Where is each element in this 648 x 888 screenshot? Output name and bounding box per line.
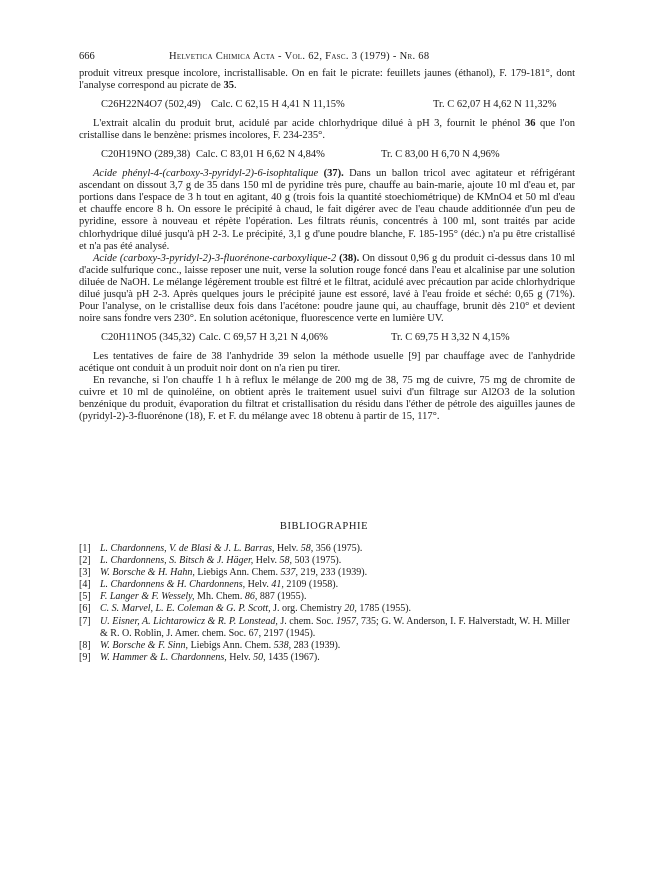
reference-pages: 1435 (1967). bbox=[265, 651, 320, 663]
reference-authors: W. Borsche & F. Sinn, bbox=[100, 639, 189, 651]
reference-authors: F. Langer & F. Wessely, bbox=[100, 591, 195, 603]
paragraph-4-text: On dissout 0,96 g du produit ci-dessus dans 10 ml d'acide sulfurique conc., laisse reposer une nuit, verse la solution rouge foncé dans l'eau et alcalinise par une solution diluée de NaOH. Le mélange légèrement trouble est filtré et le filtrat, acidulé avec précaution par acide chlorhydrique dilué jusqu'à pH 2-3. Après quelques jours le précipité jaune est essoré, lavé à l'eau froide et séché: 0,65 g (71%). Pour l'analyse, on le cristallise deux fois dans l'acétone: poudre jaune qui, au chauffage, brunit dès 210° et devient noire sans fondre vers 230°. En solution acétonique, fluorescence verte en lumière UV. bbox=[79, 252, 576, 324]
compound-38-name: Acide (carboxy-3-pyridyl-2)-3-fluorénone-carboxylique-2 bbox=[93, 252, 337, 264]
reference-item bbox=[79, 555, 575, 567]
calc-3: Calc. C 69,57 H 3,21 N 4,06% bbox=[199, 331, 328, 343]
reference-authors: W. Borsche & H. Hahn, bbox=[100, 567, 195, 579]
reference-number: [5] bbox=[79, 591, 91, 603]
reference-volume: 58, bbox=[300, 543, 314, 554]
reference-number: [7] bbox=[79, 615, 91, 627]
article-body bbox=[79, 68, 575, 423]
found-2: Tr. C 83,00 H 6,70 N 4,96% bbox=[381, 149, 500, 161]
analysis-line-1 bbox=[101, 99, 575, 111]
reference-item bbox=[79, 652, 575, 664]
reference-number: [8] bbox=[79, 639, 91, 651]
reference-pages: 283 (1939). bbox=[291, 639, 341, 651]
formula-1: C26H22N4O7 (502,49) bbox=[101, 99, 201, 111]
reference-number: [1] bbox=[79, 543, 91, 554]
bibliography-heading: BIBLIOGRAPHIE bbox=[279, 521, 369, 532]
paragraph-2-text: L'extrait alcalin du produit brut, acidulé par acide chlorhydrique dilué à pH 3, fournit le phénol bbox=[93, 118, 525, 130]
reference-pages: 887 (1955). bbox=[257, 591, 307, 603]
reference-list bbox=[79, 543, 575, 664]
reference-item bbox=[79, 603, 575, 615]
reference-item bbox=[79, 616, 575, 640]
reference-authors: C. S. Marvel, L. E. Coleman & G. P. Scott, bbox=[100, 603, 271, 615]
reference-authors: L. Chardonnens & H. Chardonnens, bbox=[100, 579, 246, 591]
reference-journal: J. org. Chemistry bbox=[270, 603, 345, 615]
reference-authors: W. Hammer & L. Chardonnens, bbox=[100, 651, 227, 663]
reference-journal: Helv. bbox=[253, 555, 280, 567]
reference-volume: 50, bbox=[253, 651, 266, 663]
reference-pages: 735; G. W. Anderson, I. F. Halverstadt, W. H. Miller & R. O. Roblin, J. Amer. chem. Soc. 67, 2197 (1945). bbox=[100, 615, 570, 639]
reference-journal: Helv. bbox=[274, 543, 301, 554]
analysis-line-2 bbox=[101, 149, 575, 161]
reference-item bbox=[79, 591, 575, 603]
calc-1: Calc. C 62,15 H 4,41 N 11,15% bbox=[211, 99, 345, 111]
analysis-line-3 bbox=[101, 332, 575, 344]
compound-ref-35: 35 bbox=[223, 80, 234, 92]
reference-journal: Mh. Chem. bbox=[194, 591, 245, 603]
reference-authors: L. Chardonnens, S. Bitsch & J. Häger, bbox=[100, 555, 254, 567]
reference-journal: J. chem. Soc. bbox=[277, 615, 336, 627]
reference-volume: 538, bbox=[273, 639, 292, 651]
reference-volume: 537, bbox=[280, 567, 298, 579]
paragraph-6: En revanche, si l'on chauffe 1 h à reflux le mélange de 200 mg de 38, 75 mg de cuivre, 75 mg de chromite de cuivre et 10 ml de quinoléine, on obtient après le traitement usuel suivi d'un filtrage sur Al2O3 de la solution benzénique du produit, évaporation du filtrat et cristallisation du résidu dans l'éther de pétrole des aiguilles jaunes de (pyridyl-2)-3-fluorénone (18), F. et F. du mélange avec 18 obtenu à partir de 15, 117°. bbox=[79, 375, 575, 423]
reference-pages: 1785 (1955). bbox=[356, 603, 412, 615]
compound-ref-37: (37). bbox=[323, 168, 344, 180]
compound-37-name: Acide phényl-4-(carboxy-3-pyridyl-2)-6-isophtalique bbox=[93, 168, 319, 180]
paragraph-2-tail: que l'on cristallise dans le benzène: prismes incolores, F. 234-235°. bbox=[79, 118, 575, 142]
reference-number: [4] bbox=[79, 579, 91, 591]
paragraph-3-text: Dans un ballon tricol avec agitateur et réfrigérant ascendant on dissout 3,7 g de 35 dans 150 ml de pyridine très pure, chauffe au bain-marie, ajoute 10 ml d'eau et, par portions dans l'espace de 3 h tout en agitant, 40 g (trois fois la quantité stoechiométrique) de KMnO4 et 50 ml d'eau et chauffe encore 8 h. On essore le précipité à chaud, le fait digérer avec de l'eau chaude additionnée d'un peu de pyridine, essore à nouveau et répète l'opération. Les filtrats réunis, concentrés à 100 ml, sont traités par acide chlorhydrique dilué jusqu'à pH 2-3. Le précipité, 3,1 g d'une poudre blanche, F. 185-195° (déc.) n'a pu être cristallisé et n'a pas été analysé. bbox=[79, 168, 576, 252]
reference-item bbox=[79, 640, 575, 652]
reference-volume: 58, bbox=[279, 555, 293, 567]
reference-volume: 20, bbox=[344, 603, 357, 615]
found-1: Tr. C 62,07 H 4,62 N 11,32% bbox=[433, 99, 557, 111]
reference-item bbox=[79, 567, 575, 579]
reference-journal: Helv. bbox=[245, 579, 272, 591]
reference-number: [3] bbox=[79, 567, 91, 579]
reference-item bbox=[79, 543, 575, 555]
reference-volume: 86, bbox=[244, 591, 258, 603]
formula-3: C20H11NO5 (345,32) bbox=[101, 331, 196, 343]
compound-ref-38: (38). bbox=[339, 252, 360, 264]
reference-journal: Helv. bbox=[226, 651, 254, 663]
paragraph-1: produit vitreux presque incolore, incristallisable. On en fait le picrate: feuillets jaunes (éthanol), F. 179-181°, dont l'analyse correspond au picrate de 35. bbox=[79, 68, 575, 92]
reference-journal: Liebigs Ann. Chem. bbox=[194, 567, 281, 579]
page-number: 666 bbox=[79, 51, 95, 62]
reference-pages: 503 (1975). bbox=[292, 555, 342, 567]
reference-authors: U. Eisner, A. Lichtarowicz & R. P. Lonstead, bbox=[100, 615, 278, 627]
paragraph-1-text: produit vitreux presque incolore, incristallisable. On en fait le picrate: feuillets jaunes (éthanol), F. 179-181°, dont l'analyse correspond au picrate de bbox=[79, 68, 575, 92]
reference-number: [9] bbox=[79, 651, 91, 663]
reference-authors: L. Chardonnens, V. de Blasi & J. L. Barras, bbox=[100, 543, 275, 554]
reference-pages: 2109 (1958). bbox=[283, 579, 339, 591]
calc-2: Calc. C 83,01 H 6,62 N 4,84% bbox=[196, 149, 325, 161]
reference-item bbox=[79, 579, 575, 591]
compound-ref-36: 36 bbox=[524, 118, 536, 130]
reference-number: [6] bbox=[79, 603, 91, 615]
found-3: Tr. C 69,75 H 3,32 N 4,15% bbox=[391, 331, 510, 343]
reference-volume: 41, bbox=[271, 579, 284, 591]
reference-volume: 1957, bbox=[335, 615, 359, 627]
paragraph-2 bbox=[79, 118, 575, 142]
paragraph-3 bbox=[79, 168, 575, 252]
reference-pages: 219, 233 (1939). bbox=[297, 567, 368, 579]
reference-number: [2] bbox=[79, 555, 91, 567]
journal-title: Helvetica Chimica Acta - Vol. 62, Fasc. 3 (1979) - Nr. 68 bbox=[169, 51, 430, 62]
formula-2: C20H19NO (289,38) bbox=[101, 149, 191, 161]
reference-pages: 356 (1975). bbox=[313, 543, 363, 554]
paragraph-5: Les tentatives de faire de 38 l'anhydride 39 selon la méthode usuelle [9] par chauffage avec de l'anhydride acétique ont conduit à un produit noir dont on n'a rien pu tirer. bbox=[79, 350, 575, 374]
paragraph-4 bbox=[79, 253, 575, 325]
reference-journal: Liebigs Ann. Chem. bbox=[188, 639, 274, 651]
